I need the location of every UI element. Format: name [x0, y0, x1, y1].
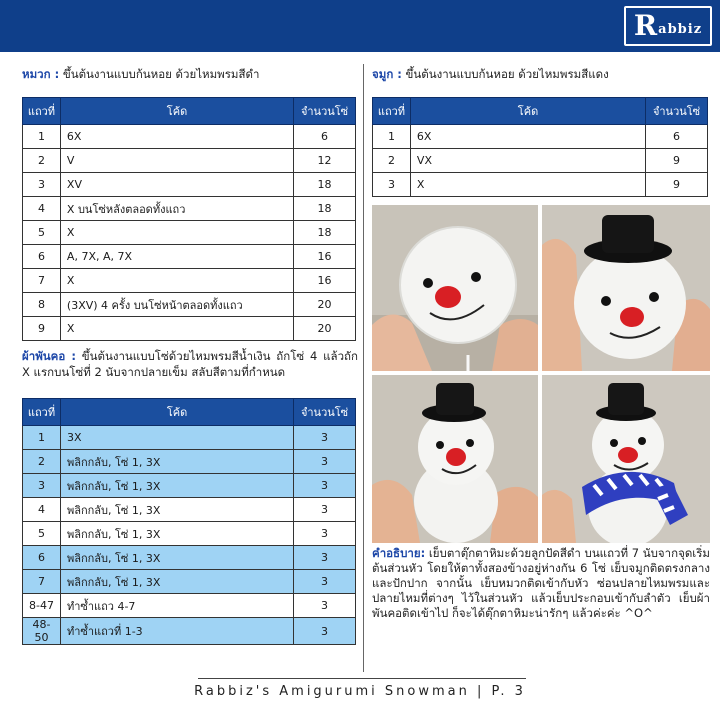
- row-count: 9: [646, 149, 708, 173]
- row-count: 6: [294, 125, 356, 149]
- nose-text: ขึ้นต้นงานแบบก้นหอย ด้วยไหมพรมสีแดง: [401, 67, 609, 81]
- row-count: 9: [646, 173, 708, 197]
- row-code: พลิกกลับ, โซ่ 1, 3X: [60, 498, 293, 522]
- table-row: [23, 474, 356, 498]
- table-row: [23, 450, 356, 474]
- row-code: 3X: [60, 426, 293, 450]
- col-count: จำนวนโซ่: [646, 98, 708, 125]
- column-divider: [363, 64, 364, 672]
- table-row: [23, 293, 356, 317]
- row-number: 5: [23, 522, 61, 546]
- row-count: 18: [294, 197, 356, 221]
- row-count: 18: [294, 173, 356, 197]
- row-number: 4: [23, 197, 61, 221]
- table-row: [23, 570, 356, 594]
- table-row: [23, 245, 356, 269]
- snowman-photo-grid: [372, 205, 710, 543]
- row-code: พลิกกลับ, โซ่ 1, 3X: [60, 522, 293, 546]
- table-row: [23, 618, 356, 645]
- table-row: [23, 594, 356, 618]
- hat-table: [22, 97, 356, 341]
- row-number: 48-50: [23, 618, 61, 645]
- row-code: X: [410, 173, 645, 197]
- hat-intro: [22, 66, 352, 82]
- row-code: X บนโซ่หลังตลอดทั้งแถว: [60, 197, 293, 221]
- hat-table-body: [23, 125, 356, 341]
- col-code: โค้ด: [60, 399, 293, 426]
- row-number: 6: [23, 546, 61, 570]
- table-row: [373, 149, 708, 173]
- photo-snowman-head-hat: [542, 205, 710, 371]
- row-number: 1: [23, 125, 61, 149]
- table-row: [23, 546, 356, 570]
- header-bar: [0, 0, 720, 52]
- row-number: 3: [373, 173, 411, 197]
- scarf-intro: [22, 348, 358, 380]
- photo-snowman-scarf: [542, 375, 710, 543]
- nose-table: [372, 97, 708, 197]
- table-row: [23, 149, 356, 173]
- row-count: 3: [294, 570, 356, 594]
- row-count: 3: [294, 474, 356, 498]
- col-row: แถวที่: [23, 399, 61, 426]
- table-row: [23, 221, 356, 245]
- table-row: [23, 173, 356, 197]
- row-count: 3: [294, 594, 356, 618]
- row-code: (3XV) 4 ครั้ง บนโซ่หน้าตลอดทั้งแถว: [60, 293, 293, 317]
- row-code: X: [60, 317, 293, 341]
- row-number: 7: [23, 269, 61, 293]
- row-number: 4: [23, 498, 61, 522]
- table-row: [23, 269, 356, 293]
- row-number: 8: [23, 293, 61, 317]
- row-code: V: [60, 149, 293, 173]
- row-code: X: [60, 269, 293, 293]
- col-count: จำนวนโซ่: [294, 98, 356, 125]
- row-number: 8-47: [23, 594, 61, 618]
- row-count: 3: [294, 618, 356, 645]
- row-number: 3: [23, 474, 61, 498]
- row-count: 16: [294, 269, 356, 293]
- table-row: [23, 125, 356, 149]
- col-code: โค้ด: [410, 98, 645, 125]
- row-count: 3: [294, 498, 356, 522]
- row-code: VX: [410, 149, 645, 173]
- scarf-table: [22, 398, 356, 645]
- row-number: 7: [23, 570, 61, 594]
- row-count: 3: [294, 546, 356, 570]
- row-code: A, 7X, A, 7X: [60, 245, 293, 269]
- row-count: 3: [294, 426, 356, 450]
- row-code: XV: [60, 173, 293, 197]
- hat-label: หมวก :: [22, 67, 60, 81]
- caption-text: เย็บตาตุ๊กตาหิมะด้วยลูกปัดสีดำ บนแถวที่ 7 นับจากจุดเริ่มต้นส่วนหัว โดยให้ตาทั้งสองข้างอยู่ห่างกัน 6 โซ่ เย็บจมูกติดตรงกลาง และปักปาก จากนั้น เย็บหมวกติดเข้ากับหัว ซ่อนปลายไหมพรมและปลายไหมที่ต่างๆ ไว้ในส่วนหัว แล้วเย็บประกอบเข้ากับลำตัว เย็บผ้าพันคอติดเข้าไป ก็จะได้ตุ๊กตาหิมะน่ารักๆ แล้วค่ะค่ะ ^O^: [372, 546, 710, 620]
- brand-logo: R abbiz: [624, 6, 712, 46]
- table-row: [23, 498, 356, 522]
- table-row: [23, 426, 356, 450]
- row-code: พลิกกลับ, โซ่ 1, 3X: [60, 546, 293, 570]
- col-row: แถวที่: [373, 98, 411, 125]
- row-count: 3: [294, 450, 356, 474]
- row-count: 12: [294, 149, 356, 173]
- row-number: 1: [23, 426, 61, 450]
- row-count: 3: [294, 522, 356, 546]
- nose-table-body: [373, 125, 708, 197]
- row-code: พลิกกลับ, โซ่ 1, 3X: [60, 570, 293, 594]
- table-row: [23, 317, 356, 341]
- scarf-table-body: [23, 426, 356, 645]
- row-number: 2: [23, 450, 61, 474]
- row-code: ทำซ้ำแถว 4-7: [60, 594, 293, 618]
- row-number: 2: [23, 149, 61, 173]
- table-row: [23, 522, 356, 546]
- row-count: 20: [294, 293, 356, 317]
- table-row: [373, 173, 708, 197]
- nose-label: จมูก :: [372, 67, 402, 81]
- col-code: โค้ด: [60, 98, 293, 125]
- col-row: แถวที่: [23, 98, 61, 125]
- row-code: X: [60, 221, 293, 245]
- row-count: 16: [294, 245, 356, 269]
- row-count: 6: [646, 125, 708, 149]
- col-count: จำนวนโซ่: [294, 399, 356, 426]
- row-number: 6: [23, 245, 61, 269]
- row-code: พลิกกลับ, โซ่ 1, 3X: [60, 450, 293, 474]
- row-number: 1: [373, 125, 411, 149]
- caption-label: คำอธิบาย:: [372, 546, 426, 560]
- hat-text: ขึ้นต้นงานแบบก้นหอย ด้วยไหมพรมสีดำ: [59, 67, 260, 81]
- row-number: 3: [23, 173, 61, 197]
- row-number: 9: [23, 317, 61, 341]
- row-number: 2: [373, 149, 411, 173]
- row-code: ทำซ้ำแถวที่ 1-3: [60, 618, 293, 645]
- row-code: 6X: [410, 125, 645, 149]
- row-code: พลิกกลับ, โซ่ 1, 3X: [60, 474, 293, 498]
- row-number: 5: [23, 221, 61, 245]
- footer-divider: [198, 678, 526, 679]
- scarf-text: ขึ้นต้นงานแบบโซ่ด้วยไหมพรมสีน้ำเงิน ถักโซ่ 4 แล้วถัก X แรกบนโซ่ที่ 2 นับจากปลายเข็ม สลับสีตามที่กำหนด: [22, 349, 358, 379]
- row-count: 20: [294, 317, 356, 341]
- nose-intro: [372, 66, 710, 82]
- table-row: [373, 125, 708, 149]
- scarf-label: ผ้าพันคอ :: [22, 349, 76, 363]
- row-count: 18: [294, 221, 356, 245]
- footer-title: Rabbiz's Amigurumi Snowman | P. 3: [194, 684, 526, 699]
- row-code: 6X: [60, 125, 293, 149]
- table-row: [23, 197, 356, 221]
- instructions-caption: [372, 546, 710, 621]
- photo-snowman-body: [372, 375, 538, 543]
- photo-snowman-head: [372, 205, 538, 371]
